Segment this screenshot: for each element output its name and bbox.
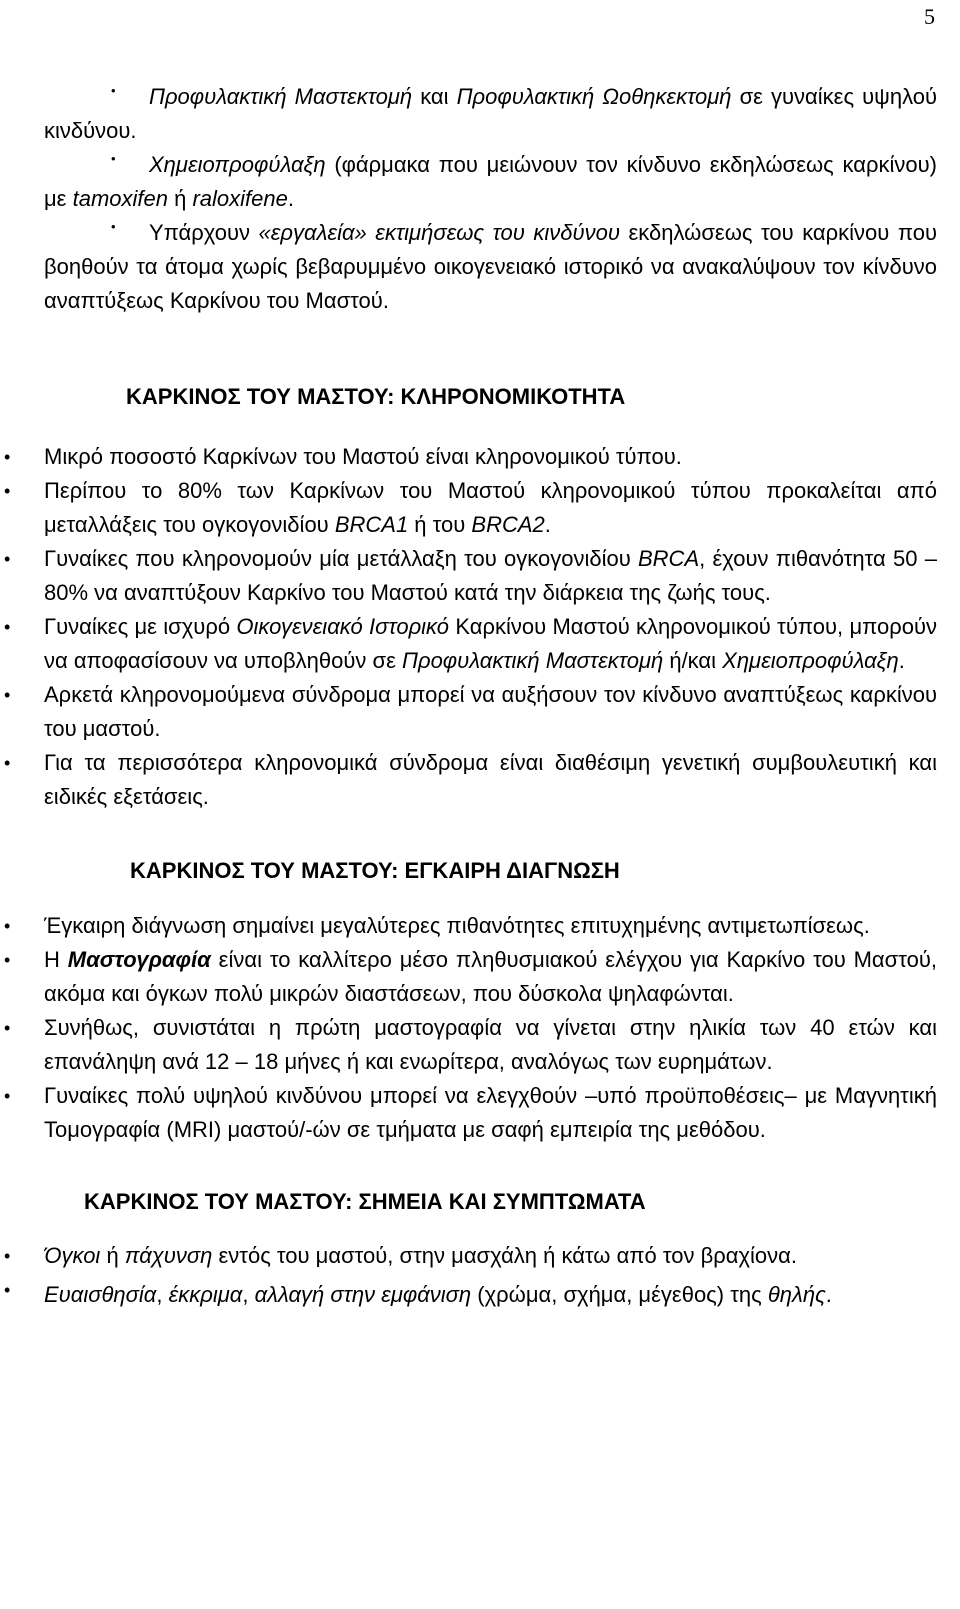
document-body [44, 80, 937, 1317]
list-item: • Συνήθως, συνιστάται η πρώτη μαστογραφία να γίνεται στην ηλικία των 40 ετών και επανάληψη ανά 12 – 18 μήνες ή και ενωρίτερα, αναλόγως των ευρημάτων. [44, 1011, 937, 1079]
list-signs-symptoms [44, 1239, 937, 1317]
section-heading-early-diagnosis: ΚΑΡΚΙΝΟΣ ΤΟΥ ΜΑΣΤΟΥ: ΕΓΚΑΙΡΗ ΔΙΑΓΝΩΣΗ [130, 858, 620, 883]
list-prevention [44, 80, 937, 318]
section-heading-signs-symptoms: ΚΑΡΚΙΝΟΣ ΤΟΥ ΜΑΣΤΟΥ: ΣΗΜΕΙΑ ΚΑΙ ΣΥΜΠΤΩΜΑΤΑ [84, 1189, 646, 1214]
list-item: • Έγκαιρη διάγνωση σημαίνει μεγαλύτερες πιθανότητες επιτυχημένης αντιμετωπίσεως. [44, 909, 937, 943]
list-early-diagnosis [44, 909, 937, 1147]
list-item: • Χημειοπροφύλαξη (φάρμακα που μειώνουν τον κίνδυνο εκδηλώσεως καρκίνου) με tamoxifen ή raloxifene. [44, 148, 937, 216]
list-item: • Υπάρχουν «εργαλεία» εκτιμήσεως του κινδύνου εκδηλώσεως του καρκίνου που βοηθούν τα άτομα χωρίς βεβαρυμμένο οικογενειακό ιστορικό να ανακαλύψουν τον κίνδυνο αναπτύξεως Καρκίνου του Μαστού. [44, 216, 937, 318]
list-item: • Μικρό ποσοστό Καρκίνων του Μαστού είναι κληρονομικού τύπου. [44, 440, 937, 474]
list-item: • Γυναίκες με ισχυρό Οικογενειακό Ιστορικό Καρκίνου Μαστού κληρονομικού τύπου, μπορούν να αποφασίσουν να υποβληθούν σε Προφυλακτική Μαστεκτομή ή/και Χημειοπροφύλαξη. [44, 610, 937, 678]
list-item: • Για τα περισσότερα κληρονομικά σύνδρομα είναι διαθέσιμη γενετική συμβουλευτική και ειδικές εξετάσεις. [44, 746, 937, 814]
page-number: 5 [924, 4, 935, 29]
list-item: • Η Μαστογραφία είναι το καλλίτερο μέσο πληθυσμιακού ελέγχου για Καρκίνο του Μαστού, ακόμα και όγκων πολύ μικρών διαστάσεων, που δύσκολα ψηλαφώνται. [44, 943, 937, 1011]
list-item: • Περίπου το 80% των Καρκίνων του Μαστού κληρονομικού τύπου προκαλείται από μεταλλάξεις του ογκογονιδίου BRCA1 ή του BRCA2. [44, 474, 937, 542]
list-item: • Αρκετά κληρονομούμενα σύνδρομα μπορεί να αυξήσουν τον κίνδυνο αναπτύξεως καρκίνου του μαστού. [44, 678, 937, 746]
list-item: • Ευαισθησία, έκκριμα, αλλαγή στην εμφάνιση (χρώμα, σχήμα, μέγεθος) της θηλής. [44, 1273, 937, 1317]
section-heading-heredity: ΚΑΡΚΙΝΟΣ ΤΟΥ ΜΑΣΤΟΥ: ΚΛΗΡΟΝΟΜΙΚΟΤΗΤΑ [126, 384, 626, 409]
list-heredity [44, 440, 937, 814]
list-item: • Προφυλακτική Μαστεκτομή και Προφυλακτική Ωοθηκεκτομή σε γυναίκες υψηλού κινδύνου. [44, 80, 937, 148]
list-item: • Γυναίκες που κληρονομούν μία μετάλλαξη του ογκογονιδίου BRCA, έχουν πιθανότητα 50 – 80% να αναπτύξουν Καρκίνο του Μαστού κατά την διάρκεια της ζωής τους. [44, 542, 937, 610]
list-item: • Όγκοι ή πάχυνση εντός του μαστού, στην μασχάλη ή κάτω από τον βραχίονα. [44, 1239, 937, 1273]
list-item: • Γυναίκες πολύ υψηλού κινδύνου μπορεί να ελεγχθούν –υπό προϋποθέσεις– με Μαγνητική Τομογραφία (MRI) μαστού/-ών σε τμήματα με σαφή εμπειρία της μεθόδου. [44, 1079, 937, 1147]
